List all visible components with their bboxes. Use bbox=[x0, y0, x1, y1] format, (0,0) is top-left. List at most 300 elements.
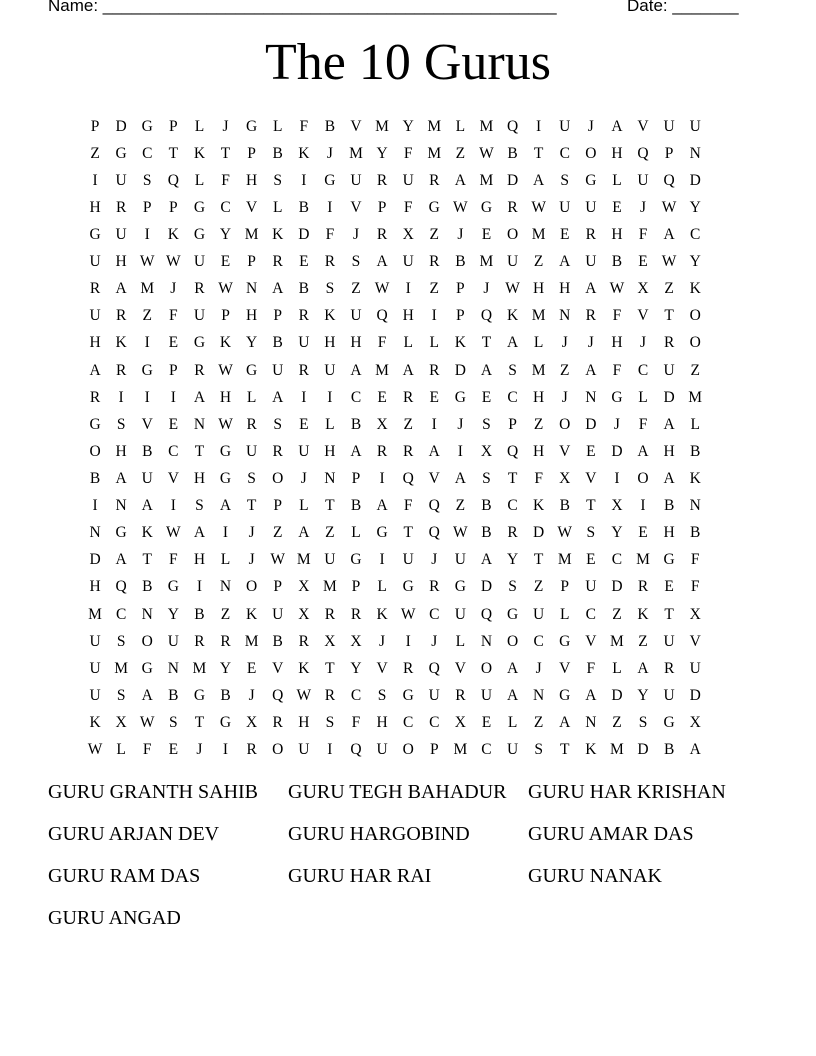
grid-letter[interactable]: W bbox=[531, 198, 546, 216]
grid-letter[interactable]: R bbox=[89, 388, 101, 406]
grid-letter[interactable]: F bbox=[403, 198, 413, 216]
grid-letter[interactable]: X bbox=[246, 713, 258, 731]
grid-letter[interactable]: L bbox=[272, 117, 283, 135]
grid-letter[interactable]: O bbox=[246, 578, 258, 596]
grid-letter[interactable]: E bbox=[299, 415, 309, 433]
grid-letter[interactable]: B bbox=[663, 497, 675, 515]
grid-letter[interactable]: Z bbox=[612, 605, 622, 623]
grid-letter[interactable]: Z bbox=[533, 415, 544, 433]
grid-letter[interactable]: L bbox=[612, 659, 622, 677]
grid-letter[interactable]: L bbox=[194, 117, 205, 135]
grid-letter[interactable]: P bbox=[377, 198, 387, 216]
grid-letter[interactable]: A bbox=[141, 497, 153, 515]
grid-letter[interactable]: U bbox=[246, 442, 258, 460]
grid-letter[interactable]: S bbox=[273, 171, 283, 189]
grid-letter[interactable]: E bbox=[481, 388, 492, 406]
grid-letter[interactable]: L bbox=[560, 605, 570, 623]
grid-letter[interactable]: Q bbox=[663, 171, 675, 189]
grid-letter[interactable]: Q bbox=[428, 497, 440, 515]
grid-letter[interactable]: N bbox=[480, 632, 493, 650]
grid-letter[interactable]: I bbox=[144, 388, 150, 406]
grid-letter[interactable]: Q bbox=[376, 307, 388, 325]
grid-letter[interactable]: A bbox=[350, 361, 362, 379]
grid-letter[interactable]: U bbox=[141, 469, 153, 487]
grid-letter[interactable]: Y bbox=[402, 117, 414, 135]
grid-letter[interactable]: U bbox=[272, 605, 284, 623]
grid-letter[interactable]: K bbox=[298, 144, 310, 162]
grid-letter[interactable]: J bbox=[196, 741, 203, 759]
grid-letter[interactable]: G bbox=[193, 198, 206, 216]
grid-letter[interactable]: A bbox=[350, 442, 362, 460]
grid-letter[interactable]: R bbox=[324, 605, 336, 623]
grid-letter[interactable]: J bbox=[561, 334, 568, 352]
grid-letter[interactable]: L bbox=[429, 334, 439, 352]
grid-letter[interactable]: D bbox=[480, 578, 493, 596]
grid-letter[interactable]: G bbox=[167, 578, 179, 596]
grid-letter[interactable]: Z bbox=[638, 632, 648, 650]
grid-letter[interactable]: R bbox=[429, 253, 440, 271]
grid-letter[interactable]: U bbox=[663, 686, 675, 704]
grid-letter[interactable]: H bbox=[246, 307, 258, 325]
grid-letter[interactable]: G bbox=[115, 144, 127, 162]
grid-letter[interactable]: X bbox=[611, 497, 623, 515]
grid-letter[interactable]: I bbox=[222, 741, 229, 759]
grid-letter[interactable]: V bbox=[272, 659, 284, 677]
grid-letter[interactable]: L bbox=[351, 524, 361, 542]
grid-letter[interactable]: C bbox=[559, 144, 570, 162]
grid-letter[interactable]: C bbox=[220, 198, 231, 216]
grid-letter[interactable]: I bbox=[640, 497, 646, 515]
grid-letter[interactable]: S bbox=[351, 253, 361, 271]
grid-letter[interactable]: M bbox=[114, 659, 129, 677]
grid-letter[interactable]: P bbox=[429, 741, 439, 759]
grid-letter[interactable]: L bbox=[638, 388, 648, 406]
grid-letter[interactable]: F bbox=[169, 551, 178, 569]
grid-letter[interactable]: Y bbox=[611, 524, 623, 542]
grid-letter[interactable]: I bbox=[379, 469, 385, 487]
grid-letter[interactable]: E bbox=[560, 225, 570, 243]
grid-letter[interactable]: L bbox=[507, 713, 518, 731]
grid-letter[interactable]: Z bbox=[690, 361, 700, 379]
grid-letter[interactable]: S bbox=[142, 171, 152, 189]
grid-letter[interactable]: D bbox=[506, 171, 519, 189]
grid-letter[interactable]: J bbox=[326, 144, 333, 162]
grid-letter[interactable]: S bbox=[116, 415, 126, 433]
grid-letter[interactable]: Y bbox=[219, 225, 232, 243]
grid-letter[interactable]: U bbox=[324, 361, 336, 379]
grid-letter[interactable]: A bbox=[298, 524, 310, 542]
grid-letter[interactable]: A bbox=[115, 280, 127, 298]
grid-letter[interactable]: W bbox=[139, 253, 155, 271]
grid-letter[interactable]: V bbox=[585, 632, 597, 650]
grid-letter[interactable]: U bbox=[689, 117, 701, 135]
grid-letter[interactable]: I bbox=[405, 280, 411, 298]
grid-letter[interactable]: I bbox=[301, 388, 307, 406]
grid-letter[interactable]: Q bbox=[480, 605, 493, 623]
grid-letter[interactable]: K bbox=[298, 659, 310, 677]
grid-letter[interactable]: C bbox=[690, 225, 701, 243]
grid-letter[interactable]: P bbox=[560, 578, 570, 596]
grid-letter[interactable]: P bbox=[456, 280, 465, 298]
grid-letter[interactable]: W bbox=[218, 280, 233, 298]
grid-letter[interactable]: B bbox=[455, 253, 466, 271]
grid-letter[interactable]: X bbox=[402, 225, 414, 243]
grid-letter[interactable]: F bbox=[638, 225, 648, 243]
grid-letter[interactable]: S bbox=[116, 686, 126, 704]
grid-letter[interactable]: G bbox=[89, 415, 101, 433]
grid-letter[interactable]: A bbox=[376, 497, 388, 515]
grid-letter[interactable]: M bbox=[531, 361, 546, 379]
grid-letter[interactable]: Q bbox=[350, 741, 362, 759]
grid-letter[interactable]: O bbox=[559, 415, 571, 433]
grid-letter[interactable]: S bbox=[273, 415, 283, 433]
grid-letter[interactable]: P bbox=[351, 469, 361, 487]
grid-letter[interactable]: J bbox=[457, 225, 464, 243]
grid-letter[interactable]: I bbox=[431, 415, 437, 433]
grid-letter[interactable]: O bbox=[506, 632, 519, 650]
grid-letter[interactable]: R bbox=[376, 225, 388, 243]
grid-letter[interactable]: B bbox=[298, 280, 309, 298]
grid-letter[interactable]: A bbox=[428, 442, 440, 460]
grid-letter[interactable]: B bbox=[89, 469, 101, 487]
grid-letter[interactable]: N bbox=[689, 144, 701, 162]
grid-letter[interactable]: W bbox=[609, 280, 625, 298]
grid-letter[interactable]: T bbox=[664, 605, 674, 623]
grid-letter[interactable]: L bbox=[272, 198, 283, 216]
grid-letter[interactable]: X bbox=[376, 415, 388, 433]
grid-letter[interactable]: R bbox=[403, 442, 414, 460]
grid-letter[interactable]: R bbox=[663, 659, 675, 677]
grid-letter[interactable]: D bbox=[585, 415, 597, 433]
grid-letter[interactable]: G bbox=[506, 605, 519, 623]
grid-letter[interactable]: C bbox=[350, 388, 362, 406]
grid-letter[interactable]: Z bbox=[351, 280, 361, 298]
grid-letter[interactable]: J bbox=[222, 117, 229, 135]
grid-letter[interactable]: D bbox=[115, 117, 127, 135]
grid-letter[interactable]: E bbox=[612, 198, 622, 216]
grid-letter[interactable]: H bbox=[559, 280, 571, 298]
grid-letter[interactable]: U bbox=[272, 361, 284, 379]
grid-letter[interactable]: G bbox=[193, 225, 206, 243]
grid-letter[interactable]: A bbox=[193, 388, 206, 406]
grid-letter[interactable]: M bbox=[375, 117, 389, 135]
grid-letter[interactable]: A bbox=[89, 361, 101, 379]
grid-letter[interactable]: R bbox=[194, 361, 205, 379]
grid-letter[interactable]: N bbox=[167, 659, 179, 677]
grid-letter[interactable]: R bbox=[298, 307, 309, 325]
grid-letter[interactable]: E bbox=[168, 741, 179, 759]
grid-letter[interactable]: Q bbox=[167, 171, 179, 189]
grid-letter[interactable]: T bbox=[403, 524, 413, 542]
grid-letter[interactable]: K bbox=[89, 713, 101, 731]
grid-letter[interactable]: M bbox=[479, 171, 494, 189]
grid-letter[interactable]: I bbox=[379, 551, 385, 569]
grid-letter[interactable]: E bbox=[481, 713, 492, 731]
grid-letter[interactable]: B bbox=[350, 497, 362, 515]
grid-letter[interactable]: C bbox=[429, 713, 440, 731]
grid-letter[interactable]: R bbox=[376, 442, 388, 460]
grid-letter[interactable]: A bbox=[115, 469, 127, 487]
grid-letter[interactable]: H bbox=[533, 388, 545, 406]
grid-letter[interactable]: H bbox=[298, 713, 310, 731]
grid-letter[interactable]: I bbox=[144, 334, 150, 352]
grid-letter[interactable]: N bbox=[89, 524, 101, 542]
grid-letter[interactable]: P bbox=[90, 117, 100, 135]
grid-letter[interactable]: J bbox=[248, 524, 255, 542]
grid-letter[interactable]: K bbox=[246, 605, 258, 623]
grid-letter[interactable]: A bbox=[272, 388, 284, 406]
grid-letter[interactable]: U bbox=[533, 605, 545, 623]
grid-letter[interactable]: W bbox=[400, 605, 416, 623]
grid-letter[interactable]: L bbox=[690, 415, 700, 433]
grid-letter[interactable]: Z bbox=[429, 225, 439, 243]
grid-letter[interactable]: D bbox=[89, 551, 101, 569]
grid-letter[interactable]: F bbox=[351, 713, 361, 731]
grid-letter[interactable]: H bbox=[324, 442, 336, 460]
grid-letter[interactable]: A bbox=[663, 225, 675, 243]
grid-letter[interactable]: F bbox=[403, 497, 413, 515]
grid-letter[interactable]: H bbox=[246, 171, 258, 189]
grid-letter[interactable]: U bbox=[89, 253, 101, 271]
grid-letter[interactable]: W bbox=[479, 144, 494, 162]
grid-letter[interactable]: U bbox=[454, 551, 466, 569]
grid-letter[interactable]: A bbox=[141, 686, 153, 704]
grid-letter[interactable]: L bbox=[455, 117, 466, 135]
grid-letter[interactable]: N bbox=[246, 280, 258, 298]
grid-letter[interactable]: M bbox=[557, 551, 572, 569]
grid-letter[interactable]: U bbox=[350, 171, 362, 189]
grid-letter[interactable]: K bbox=[219, 334, 232, 352]
grid-letter[interactable]: E bbox=[586, 442, 596, 460]
grid-letter[interactable]: F bbox=[690, 551, 700, 569]
grid-letter[interactable]: G bbox=[480, 198, 493, 216]
grid-letter[interactable]: H bbox=[663, 442, 675, 460]
grid-letter[interactable]: U bbox=[115, 171, 127, 189]
grid-letter[interactable]: H bbox=[219, 388, 232, 406]
grid-letter[interactable]: E bbox=[481, 225, 492, 243]
grid-letter[interactable]: U bbox=[402, 551, 414, 569]
grid-letter[interactable]: V bbox=[559, 659, 571, 677]
grid-letter[interactable]: M bbox=[140, 280, 155, 298]
grid-letter[interactable]: E bbox=[220, 253, 231, 271]
grid-letter[interactable]: C bbox=[168, 442, 179, 460]
grid-letter[interactable]: H bbox=[533, 280, 545, 298]
grid-letter[interactable]: Y bbox=[506, 551, 519, 569]
grid-letter[interactable]: T bbox=[194, 713, 205, 731]
grid-letter[interactable]: G bbox=[454, 388, 466, 406]
grid-letter[interactable]: T bbox=[533, 551, 544, 569]
grid-letter[interactable]: A bbox=[637, 442, 649, 460]
grid-letter[interactable]: R bbox=[115, 307, 127, 325]
grid-letter[interactable]: J bbox=[613, 415, 620, 433]
grid-letter[interactable]: O bbox=[272, 741, 284, 759]
grid-letter[interactable]: K bbox=[689, 280, 701, 298]
grid-letter[interactable]: G bbox=[219, 469, 232, 487]
grid-letter[interactable]: W bbox=[139, 713, 155, 731]
grid-letter[interactable]: W bbox=[557, 524, 573, 542]
grid-letter[interactable]: T bbox=[325, 497, 335, 515]
grid-letter[interactable]: U bbox=[585, 198, 597, 216]
grid-letter[interactable]: P bbox=[508, 415, 517, 433]
grid-letter[interactable]: S bbox=[195, 497, 204, 515]
grid-letter[interactable]: R bbox=[272, 713, 283, 731]
grid-letter[interactable]: M bbox=[244, 632, 259, 650]
grid-letter[interactable]: B bbox=[272, 334, 283, 352]
grid-letter[interactable]: V bbox=[141, 415, 153, 433]
grid-letter[interactable]: C bbox=[429, 605, 440, 623]
grid-letter[interactable]: R bbox=[585, 307, 596, 325]
grid-letter[interactable]: H bbox=[193, 551, 206, 569]
grid-letter[interactable]: K bbox=[533, 497, 545, 515]
grid-letter[interactable]: L bbox=[612, 171, 622, 189]
grid-letter[interactable]: Y bbox=[350, 659, 362, 677]
grid-letter[interactable]: L bbox=[377, 578, 387, 596]
grid-letter[interactable]: X bbox=[480, 442, 493, 460]
grid-letter[interactable]: V bbox=[167, 469, 179, 487]
grid-letter[interactable]: W bbox=[453, 198, 468, 216]
grid-letter[interactable]: P bbox=[142, 198, 152, 216]
grid-letter[interactable]: B bbox=[298, 198, 309, 216]
grid-letter[interactable]: K bbox=[193, 144, 206, 162]
grid-letter[interactable]: H bbox=[533, 442, 545, 460]
grid-letter[interactable]: P bbox=[351, 578, 361, 596]
grid-letter[interactable]: T bbox=[194, 442, 205, 460]
grid-letter[interactable]: U bbox=[324, 551, 336, 569]
grid-letter[interactable]: B bbox=[559, 497, 570, 515]
grid-letter[interactable]: X bbox=[454, 713, 466, 731]
grid-letter[interactable]: S bbox=[377, 686, 387, 704]
grid-letter[interactable]: V bbox=[350, 117, 362, 135]
grid-letter[interactable]: Z bbox=[325, 524, 335, 542]
grid-letter[interactable]: Z bbox=[664, 280, 674, 298]
grid-letter[interactable]: H bbox=[89, 334, 101, 352]
grid-letter[interactable]: H bbox=[402, 307, 414, 325]
grid-letter[interactable]: P bbox=[664, 144, 674, 162]
grid-letter[interactable]: Y bbox=[376, 144, 388, 162]
grid-letter[interactable]: N bbox=[585, 713, 597, 731]
grid-letter[interactable]: C bbox=[115, 605, 127, 623]
grid-letter[interactable]: G bbox=[663, 713, 675, 731]
grid-letter[interactable]: B bbox=[142, 578, 153, 596]
grid-letter[interactable]: O bbox=[480, 659, 493, 677]
grid-letter[interactable]: R bbox=[194, 280, 205, 298]
grid-letter[interactable]: P bbox=[247, 144, 256, 162]
grid-letter[interactable]: P bbox=[273, 307, 283, 325]
grid-letter[interactable]: H bbox=[115, 253, 127, 271]
grid-letter[interactable]: A bbox=[402, 361, 414, 379]
grid-letter[interactable]: R bbox=[272, 253, 283, 271]
name-field[interactable]: Name: ________________________________________________ bbox=[48, 0, 557, 15]
grid-letter[interactable]: S bbox=[508, 361, 517, 379]
grid-letter[interactable]: Z bbox=[220, 605, 231, 623]
grid-letter[interactable]: R bbox=[429, 361, 440, 379]
grid-letter[interactable]: J bbox=[431, 632, 438, 650]
grid-letter[interactable]: Z bbox=[533, 578, 544, 596]
grid-letter[interactable]: I bbox=[196, 578, 202, 596]
grid-letter[interactable]: X bbox=[115, 713, 127, 731]
grid-letter[interactable]: R bbox=[429, 171, 440, 189]
grid-letter[interactable]: U bbox=[350, 307, 362, 325]
grid-letter[interactable]: X bbox=[298, 605, 310, 623]
grid-letter[interactable]: N bbox=[533, 686, 545, 704]
grid-letter[interactable]: L bbox=[533, 334, 544, 352]
grid-letter[interactable]: X bbox=[350, 632, 362, 650]
grid-letter[interactable]: E bbox=[299, 253, 309, 271]
grid-letter[interactable]: F bbox=[221, 171, 230, 189]
grid-letter[interactable]: G bbox=[376, 524, 388, 542]
grid-letter[interactable]: K bbox=[637, 605, 649, 623]
grid-letter[interactable]: A bbox=[272, 280, 284, 298]
grid-letter[interactable]: I bbox=[327, 388, 333, 406]
grid-letter[interactable]: Q bbox=[272, 686, 284, 704]
grid-letter[interactable]: U bbox=[167, 632, 179, 650]
grid-letter[interactable]: G bbox=[246, 361, 258, 379]
grid-letter[interactable]: P bbox=[169, 198, 178, 216]
grid-letter[interactable]: P bbox=[221, 307, 230, 325]
grid-letter[interactable]: S bbox=[482, 415, 491, 433]
grid-letter[interactable]: I bbox=[92, 171, 98, 189]
grid-letter[interactable]: C bbox=[481, 741, 492, 759]
grid-letter[interactable]: R bbox=[298, 632, 309, 650]
grid-letter[interactable]: E bbox=[638, 253, 648, 271]
grid-letter[interactable]: I bbox=[144, 225, 150, 243]
grid-letter[interactable]: B bbox=[481, 497, 492, 515]
grid-letter[interactable]: I bbox=[92, 497, 98, 515]
grid-letter[interactable]: M bbox=[427, 144, 442, 162]
grid-letter[interactable]: N bbox=[689, 497, 701, 515]
grid-letter[interactable]: V bbox=[689, 632, 701, 650]
grid-letter[interactable]: H bbox=[350, 334, 362, 352]
grid-letter[interactable]: K bbox=[689, 469, 701, 487]
grid-letter[interactable]: R bbox=[507, 524, 518, 542]
grid-letter[interactable]: M bbox=[427, 117, 442, 135]
grid-letter[interactable]: J bbox=[639, 198, 647, 216]
grid-letter[interactable]: H bbox=[324, 334, 336, 352]
grid-letter[interactable]: I bbox=[431, 307, 437, 325]
grid-letter[interactable]: F bbox=[403, 144, 413, 162]
grid-letter[interactable]: U bbox=[402, 253, 414, 271]
grid-letter[interactable]: A bbox=[480, 361, 493, 379]
grid-letter[interactable]: E bbox=[377, 388, 387, 406]
grid-letter[interactable]: E bbox=[638, 524, 648, 542]
grid-letter[interactable]: X bbox=[689, 605, 701, 623]
grid-letter[interactable]: W bbox=[87, 741, 103, 759]
grid-letter[interactable]: D bbox=[663, 388, 675, 406]
grid-letter[interactable]: D bbox=[637, 741, 649, 759]
grid-letter[interactable]: I bbox=[170, 497, 176, 515]
grid-letter[interactable]: G bbox=[141, 117, 153, 135]
grid-letter[interactable]: Y bbox=[689, 253, 701, 271]
grid-letter[interactable]: U bbox=[480, 686, 493, 704]
grid-letter[interactable]: I bbox=[457, 442, 463, 460]
grid-letter[interactable]: C bbox=[507, 497, 518, 515]
grid-letter[interactable]: A bbox=[506, 334, 519, 352]
grid-letter[interactable]: V bbox=[637, 117, 649, 135]
grid-letter[interactable]: R bbox=[507, 198, 518, 216]
grid-letter[interactable]: E bbox=[586, 551, 596, 569]
grid-letter[interactable]: E bbox=[664, 578, 674, 596]
grid-letter[interactable]: P bbox=[247, 253, 256, 271]
grid-letter[interactable]: I bbox=[405, 632, 411, 650]
grid-letter[interactable]: J bbox=[587, 117, 594, 135]
grid-letter[interactable]: N bbox=[115, 497, 127, 515]
grid-letter[interactable]: D bbox=[689, 686, 701, 704]
grid-letter[interactable]: K bbox=[324, 307, 336, 325]
grid-letter[interactable]: R bbox=[220, 632, 231, 650]
grid-letter[interactable]: L bbox=[194, 171, 205, 189]
grid-letter[interactable]: N bbox=[559, 307, 571, 325]
grid-letter[interactable]: V bbox=[559, 442, 571, 460]
